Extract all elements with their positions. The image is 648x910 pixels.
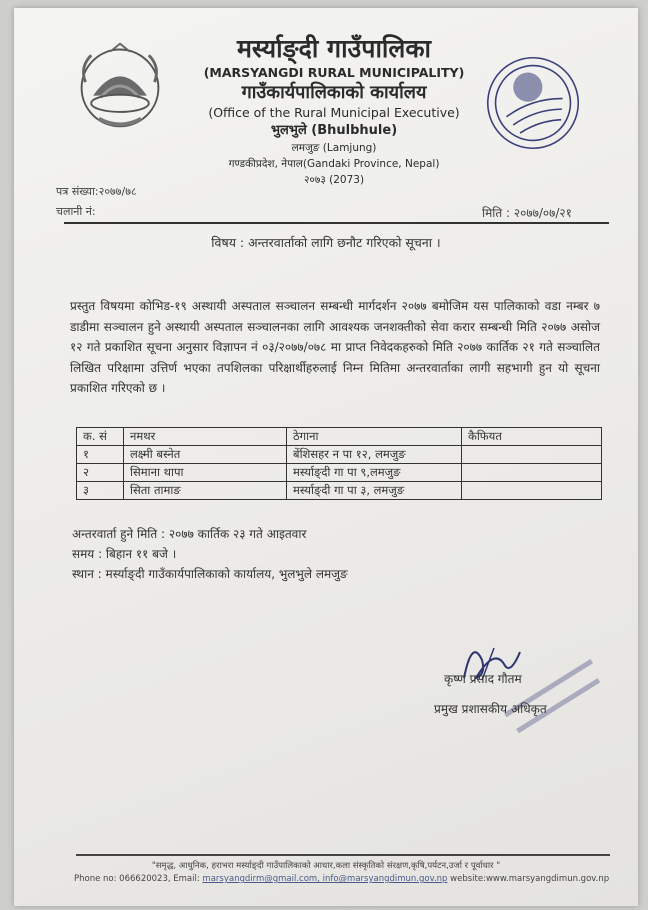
footer-website: website:www.marsyangdimun.gov.np: [447, 874, 610, 884]
interview-date: अन्तरवार्ता हुने मिति : २०७७ कार्तिक २३ गते आइतवार: [72, 527, 307, 541]
header-divider: [64, 222, 609, 224]
established-year: २०७३ (2073): [303, 174, 365, 186]
cell-address: मर्स्याङ्दी गा पा ९,लमजुङ: [287, 464, 462, 482]
table-header-row: [77, 428, 602, 446]
interview-details: [72, 524, 348, 584]
signatory-name: कृष्ण प्रसाद गौतम: [444, 672, 522, 686]
cell-name: सिमाना थापा: [124, 464, 287, 482]
nepal-emblem-logo: [72, 38, 168, 134]
footer-contact: [74, 874, 609, 884]
col-header-name: नमथर: [124, 428, 287, 446]
cell-remarks: [462, 464, 602, 482]
province-name: गण्डकीप्रदेश, नेपाल(Gandaki Province, Nepal): [228, 158, 440, 170]
district-name: लमजुङ (Lamjung): [291, 142, 377, 154]
cell-remarks: [462, 446, 602, 464]
table-row: [77, 464, 602, 482]
office-name-np: गाउँकार्यपालिकाको कार्यालय: [241, 82, 427, 103]
footer-divider: [76, 854, 610, 856]
dispatch-number: चलानी नं:: [56, 205, 96, 218]
signatory-designation: प्रमुख प्रशासकीय अधिकृत: [434, 702, 547, 716]
candidates-table: [76, 427, 602, 500]
cell-name: सिता तामाङ: [124, 482, 287, 500]
interview-venue: स्थान : मर्स्याङ्दी गाउँकार्यपालिकाको कार्यालय, भुलभुले लमजुङ: [72, 567, 348, 581]
footer-motto: "समृद्ध, आधुनिक, हराभरा मर्स्याङ्दी गाउँपालिकाको आधार,कला संस्कृतिको संरक्षण,कृषि,पर्यटन,उर्जा र पूर्वाधार ": [151, 861, 501, 871]
cell-address: मर्स्याङ्दी गा पा ३, लमजुङ: [287, 482, 462, 500]
cell-name: लक्ष्मी बस्नेत: [124, 446, 287, 464]
letter-date: मिति : २०७७/०७/२१: [482, 206, 572, 220]
col-header-address: ठेगाना: [287, 428, 462, 446]
table-row: [77, 482, 602, 500]
footer-phone: Phone no: 066620023, Email:: [74, 874, 203, 884]
col-header-remarks: कैफियत: [462, 428, 602, 446]
municipality-name-en: (MARSYANGDI RURAL MUNICIPALITY): [203, 65, 465, 80]
col-header-sn: क. सं: [77, 428, 124, 446]
letter-page: [14, 8, 638, 906]
office-seal-stamp: [474, 48, 592, 158]
interview-time: समय : बिहान ११ बजे ।: [72, 547, 177, 561]
office-name-en: (Office of the Rural Municipal Executive): [208, 105, 460, 120]
cell-sn: ३: [77, 482, 124, 500]
cell-remarks: [462, 482, 602, 500]
cell-sn: २: [77, 464, 124, 482]
municipality-name-np: मर्स्याङ्दी गाउँपालिका: [236, 34, 432, 63]
cell-sn: १: [77, 446, 124, 464]
table-row: [77, 446, 602, 464]
place-name: भुलभुले (Bhulbhule): [270, 123, 398, 138]
footer-email-link[interactable]: marsyangdirm@gmail.com, info@marsyangdimun.gov.np: [202, 874, 448, 884]
cell-address: बेंशिसहर न पा १२, लमजुङ: [287, 446, 462, 464]
subject-line: विषय : अन्तरवार्ताको लागि छनौट गरिएको सूचना ।: [211, 235, 441, 250]
notice-body: प्रस्तुत विषयमा कोभिड-१९ अस्थायी अस्पताल सञ्चालन सम्बन्धी मार्गदर्शन २०७७ बमोजिम यस पालिकाको वडा नम्बर ७ डाडीमा सञ्चालन हुने अस्थायी अस्पताल सञ्चालनका लागि आवश्यक जनशक्तीको सेवा करार सम्बन्धी मिति २०७७ असोज १२ गते प्रकाशित सूचना अनुसार विज्ञापन नं ०३/२०७७/०७८ मा प्राप्त निवेदकहरुको मिति २०७७ कार्तिक २१ गते सञ्चालित लिखित परिक्षामा उत्तिर्ण भएका तपशिलका परिक्षार्थीहरुलाई निम्न मितिमा अन्तरवार्ताका लागी सहभागी हुन यो सूचना प्रकाशित गरिएको छ ।: [70, 299, 600, 395]
letterhead: [164, 34, 504, 188]
reference-number: पत्र संख्या:२०७७/७८: [56, 185, 137, 198]
